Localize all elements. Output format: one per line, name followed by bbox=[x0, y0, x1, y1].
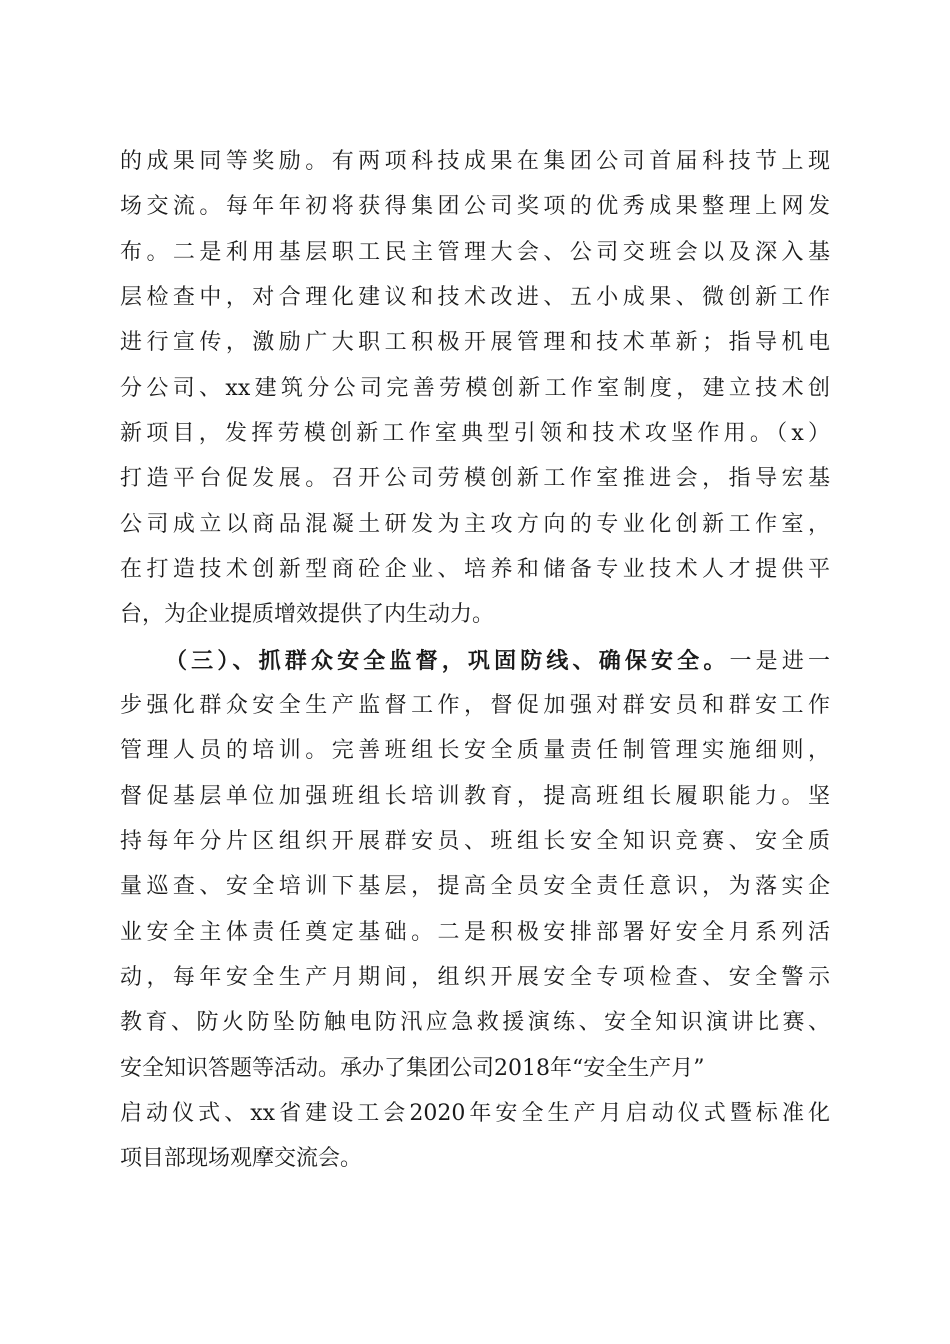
section-heading-line bbox=[165, 641, 830, 681]
text-line: 量巡查、安全培训下基层，提高全员安全责任意识，为落实企 bbox=[120, 874, 830, 899]
text-line: 层检查中，对合理化建议和技术改进、五小成果、微创新工作 bbox=[120, 285, 830, 310]
text-line: 公司成立以商品混凝土研发为主攻方向的专业化创新工作室， bbox=[120, 512, 830, 537]
text-line: 分公司、xx建筑分公司完善劳模创新工作室制度，建立技术创 bbox=[120, 376, 830, 401]
text-line: 教育、防火防坠防触电防汛应急救援演练、安全知识演讲比赛、 bbox=[120, 1010, 830, 1035]
text-line: 新项目，发挥劳模创新工作室典型引领和技术攻坚作用。（x） bbox=[120, 421, 830, 446]
text-line: 台，为企业提质增效提供了内生动力。 bbox=[120, 602, 495, 627]
text-line: 的成果同等奖励。有两项科技成果在集团公司首届科技节上现 bbox=[120, 149, 830, 174]
text-line: 进行宣传，激励广大职工积极开展管理和技术革新；指导机电 bbox=[120, 330, 830, 355]
text-line: 启动仪式、xx省建设工会2020年安全生产月启动仪式暨标准化 bbox=[120, 1101, 830, 1126]
text-line: 布。二是利用基层职工民主管理大会、公司交班会以及深入基 bbox=[120, 240, 830, 265]
text-line: 业安全主体责任奠定基础。二是积极安排部署好安全月系列活 bbox=[120, 920, 830, 945]
text-line: 打造平台促发展。召开公司劳模创新工作室推进会，指导宏基 bbox=[120, 466, 830, 491]
text-line: 动，每年安全生产月期间，组织开展安全专项检查、安全警示 bbox=[120, 965, 830, 990]
text-line: 在打造技术创新型商砼企业、培养和储备专业技术人才提供平 bbox=[120, 557, 830, 582]
text-line: 项目部现场观摩交流会。 bbox=[120, 1146, 363, 1171]
text-line: 步强化群众安全生产监督工作，督促加强对群安员和群安工作 bbox=[120, 693, 830, 718]
text-line: 督促基层单位加强班组长培训教育，提高班组长履职能力。坚 bbox=[120, 784, 830, 809]
text-line: 持每年分片区组织开展群安员、班组长安全知识竞赛、安全质 bbox=[120, 829, 830, 854]
heading-line-continuation: 一是进一 bbox=[729, 649, 830, 674]
section-heading: （三）、抓群众安全监督，巩固防线、确保安全。 bbox=[165, 648, 730, 674]
text-line: 管理人员的培训。完善班组长安全质量责任制管理实施细则， bbox=[120, 738, 830, 763]
text-line: 场交流。每年年初将获得集团公司奖项的优秀成果整理上网发 bbox=[120, 194, 830, 219]
text-line: 安全知识答题等活动。承办了集团公司2018年“安全生产月” bbox=[120, 1056, 705, 1081]
